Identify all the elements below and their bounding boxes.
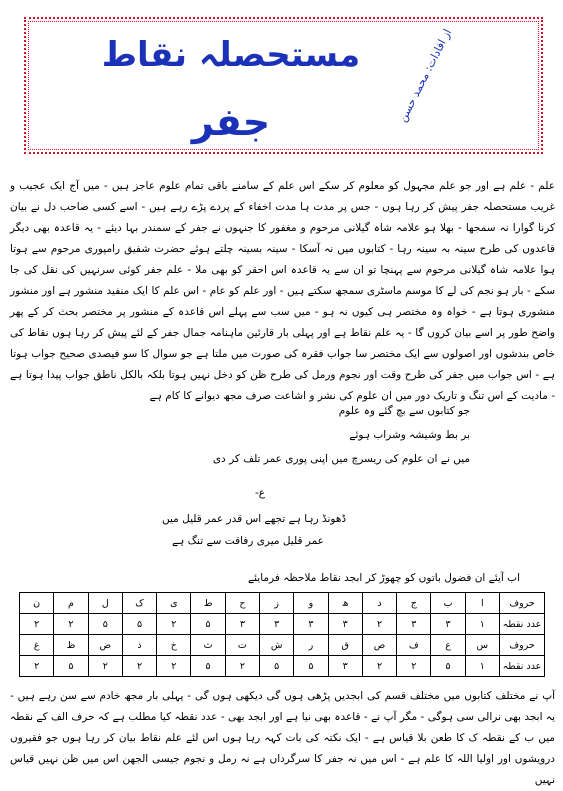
body-paragraph: علم - علم ہے اور جو علم مجہول کو معلوم کر سکے اس علم کے سامنے باقی تمام علوم عاجز ہیں - میں آج ایک عجیب و غریب مستحصلہ جفر پیش کر رہا ہوں - جس پر مدت ہا مدت اخفاء کے پردے پڑے رہے ہیں - اسے کسی صاحب دل نے بیان کرنا گوارا نہ سمجھا - بھلا ہو علامہ شاہ گیلانی مرحوم و مغفور کا جنہوں نے جفر کے سمندر بہا دیئے - یہ قاعدہ بھی دیگر قاعدوں کی طرح سینہ بہ سینہ رہا - کتابوں میں نہ آسکا - سینہ بسینہ چلتے ہوئے حضرت شفیق رامپوری مرحوم سے ہوتا ہوا علامہ شاہ گیلانی مرحوم سے پہنچا تو ان سے یہ قاعدہ اس احقر کو بھی ملا - علم جفر کوئی سرنہیں کی نقل کی جا سکے - بار ہو نجم کی لے کا موسم ماسٹری سمجھ سکتے ہیں - اور علم کو عام - اس علم کا ایک منفید منشور ہے اور منشور منشوری ہوتا ہے - خواہ وہ مختصر ہی کیوں نہ ہو - میں سب سے پہلے اس قاعدہ کے منشور پر مختصر بحث کر کے پھر واضح طور پر اسے بیان کروں گا - یہ علم نقاط ہے اور پہلی بار قارئین ماہنامہ جمال جفر کے لئے پیش کر رہا ہوں نقاط کی خاص بندشوں اور اصولوں سے ایک مختصر سا جواب فقرہ کی صورت میں ملتا ہے جو سوال کا سو فیصدی صحیح جواب ہوتا ہے - اس جواب میں جفر کی طرح وقت اور نجوم ورمل کی طرح ظن کو دخل نہیں ہوتا بلکہ بالکل ناطق جواب پیدا ہوتا ہے - مادیت کے اس تنگ و تاریک دور میں ان علوم کی نشر و اشاعت صرف مجھ دیوانے کا کام ہے bbox=[10, 180, 555, 402]
table-cell: ۲ bbox=[157, 656, 191, 677]
verse-line: عمر قلیل میری رفاقت سے تنگ ہے bbox=[172, 535, 324, 547]
table-cell: ۱ bbox=[465, 656, 499, 677]
table-cell: ۳ bbox=[294, 614, 328, 635]
row-header: عدد نقطہ bbox=[500, 614, 545, 635]
author-box bbox=[395, 17, 455, 154]
table-cell: ل bbox=[88, 593, 122, 614]
verse-line: ڈھونڈ رہا ہے تجھے اس قدر عمر قلیل میں bbox=[162, 513, 347, 525]
title-line-1: مستحصلہ نقاط bbox=[101, 35, 361, 75]
table-cell: ۵ bbox=[431, 656, 465, 677]
table-cell: ۳ bbox=[328, 656, 362, 677]
table-cell: ۳ bbox=[397, 614, 431, 635]
table-cell: ۲ bbox=[20, 656, 54, 677]
table-cell: ۲ bbox=[362, 614, 396, 635]
table-cell: ۱ bbox=[465, 614, 499, 635]
table-cell: خ bbox=[157, 635, 191, 656]
table-cell: س bbox=[465, 635, 499, 656]
table-cell: ۵ bbox=[294, 656, 328, 677]
table-cell: ۵ bbox=[191, 656, 225, 677]
table-cell: ش bbox=[260, 635, 294, 656]
table-cell: ۵ bbox=[191, 614, 225, 635]
author-credit: از افادات: محمد حسن bbox=[395, 26, 455, 125]
table-row bbox=[20, 614, 545, 635]
table-row bbox=[20, 593, 545, 614]
table-cell: ت bbox=[225, 635, 259, 656]
table-cell: ۲ bbox=[362, 656, 396, 677]
table-cell: ۲ bbox=[20, 614, 54, 635]
table-cell: ۳ bbox=[260, 614, 294, 635]
table-cell: ۲ bbox=[122, 656, 156, 677]
table-cell: غ bbox=[20, 635, 54, 656]
row-header: حروف bbox=[500, 635, 545, 656]
table-cell: ف bbox=[397, 635, 431, 656]
table-cell: ۳ bbox=[225, 614, 259, 635]
table-cell: ۵ bbox=[88, 614, 122, 635]
table-cell: ج bbox=[397, 593, 431, 614]
table-cell: ۵ bbox=[122, 614, 156, 635]
table-cell: ز bbox=[260, 593, 294, 614]
row-header: عدد نقطہ bbox=[500, 656, 545, 677]
table-cell: ۵ bbox=[54, 656, 88, 677]
verse-marker: ع- bbox=[255, 487, 266, 499]
table-cell: ض bbox=[88, 635, 122, 656]
table-cell: ۲ bbox=[225, 656, 259, 677]
table-row bbox=[20, 656, 545, 677]
table-cell: ظ bbox=[54, 635, 88, 656]
table-cell: ۳ bbox=[431, 614, 465, 635]
verse-line: میں نے ان علوم کی ریسرچ میں اپنی پوری عمر تلف کر دی bbox=[212, 453, 470, 465]
table-cell: ص bbox=[362, 635, 396, 656]
abjad-table bbox=[19, 592, 545, 677]
table-cell: ی bbox=[157, 593, 191, 614]
row-header: حروف bbox=[500, 593, 545, 614]
table-cell: ق bbox=[328, 635, 362, 656]
table-intro: اب آیئے ان فضول باتوں کو چھوڑ کر ابجد نقاط ملاحظہ فرمایئے bbox=[247, 572, 520, 584]
table-cell: ع bbox=[431, 635, 465, 656]
body-text bbox=[10, 176, 555, 407]
table-cell: ح bbox=[225, 593, 259, 614]
table-cell: ۲ bbox=[88, 656, 122, 677]
table-cell: ۵ bbox=[260, 656, 294, 677]
table-cell: ذ bbox=[122, 635, 156, 656]
table-cell: ۲ bbox=[157, 614, 191, 635]
table-cell: ث bbox=[191, 635, 225, 656]
table-cell: ن bbox=[20, 593, 54, 614]
table-cell: ط bbox=[191, 593, 225, 614]
table-cell: م bbox=[54, 593, 88, 614]
table-cell: د bbox=[362, 593, 396, 614]
table-cell: ۳ bbox=[328, 614, 362, 635]
table-cell: ۲ bbox=[397, 656, 431, 677]
footer-text: آپ نے مختلف کتابوں میں مختلف قسم کی ابجدیں پڑھی ہوں گی دیکھی ہوں گی - پہلی بار مجھ خادم سے سن رہے ہیں - یہ ابجد بھی نرالی سی ہوگی - مگر آپ نے - قاعدہ بھی نیا ہے اور ابجد بھی - عدد نقطہ کیا مطلب ہے کہ حرف الف کے نقطہ میں ب کے نقطہ ک کا طعن بلا قیاس ہے - ایک نکتہ کی بات کہہ رہا ہوں اس لئے علم نقاط بیان کر رہا ہوں جو فقیروں درویشوں اور اولیا اللہ کا علم ہے - اس میں نہ جفر کا سرگرداں ہے نہ رمل و نجوم جیسی الجھن اس میں ظن نہیں قیاس نہیں bbox=[10, 690, 555, 786]
title-line-2: جفر bbox=[191, 100, 271, 144]
table-cell: و bbox=[294, 593, 328, 614]
table-row bbox=[20, 635, 545, 656]
table-cell: ا bbox=[465, 593, 499, 614]
table-cell: ر bbox=[294, 635, 328, 656]
table-cell: ھ bbox=[328, 593, 362, 614]
table-cell: ۲ bbox=[54, 614, 88, 635]
verse-line: بر بط وشیشہ وشراب ہوئے bbox=[349, 429, 470, 441]
verse-line: جو کتابوں سے بچ گئے وہ علوم bbox=[338, 405, 470, 417]
table-cell: ک bbox=[122, 593, 156, 614]
table-cell: ب bbox=[431, 593, 465, 614]
